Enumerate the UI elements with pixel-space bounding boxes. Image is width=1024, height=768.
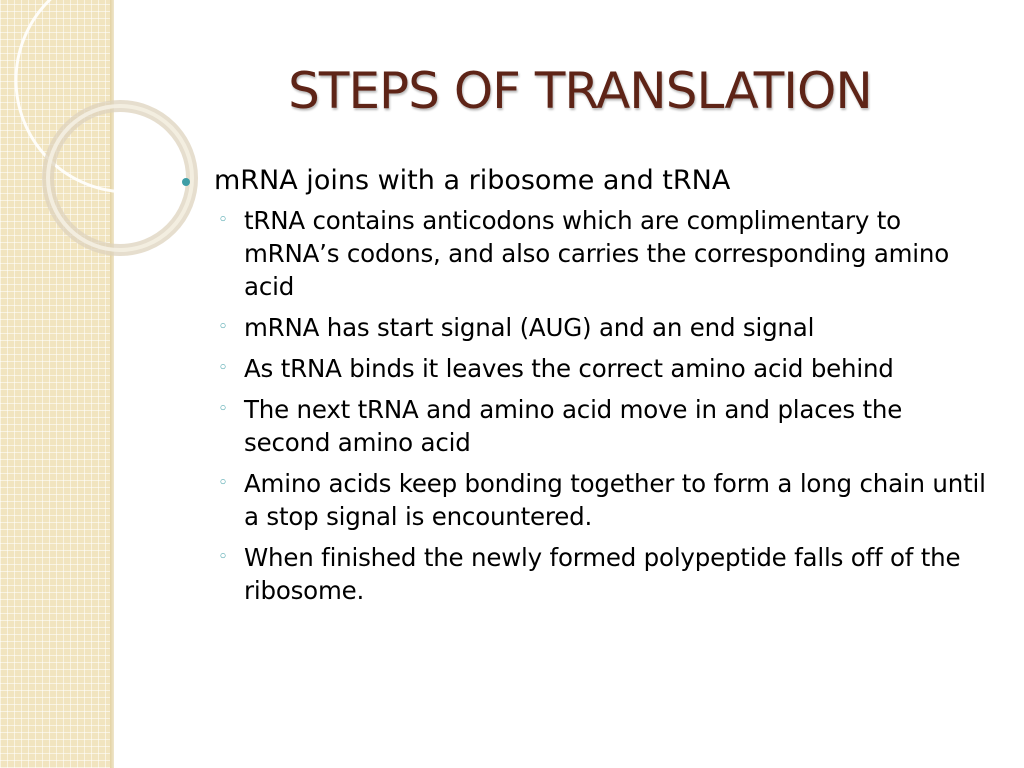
sub-bullet-item xyxy=(180,467,990,533)
sub-bullet-item xyxy=(180,204,990,303)
sub-bullet-text: mRNA has start signal (AUG) and an end signal xyxy=(244,313,815,342)
decorative-rings xyxy=(0,0,200,300)
slide-title: STEPS OF TRANSLATION xyxy=(288,62,872,120)
sub-bullet-circle-icon: ◦ xyxy=(218,399,228,419)
sub-bullet-circle-icon: ◦ xyxy=(218,317,228,337)
sub-bullet-text: tRNA contains anticodons which are complimentary to mRNA’s codons, and also carries the corresponding amino acid xyxy=(244,206,950,301)
slide-content xyxy=(180,164,990,615)
sub-bullet-item xyxy=(180,541,990,607)
sub-bullet-text: As tRNA binds it leaves the correct amino acid behind xyxy=(244,354,894,383)
sub-bullet-text: The next tRNA and amino acid move in and places the second amino acid xyxy=(244,395,903,457)
decorative-ring-highlight xyxy=(48,106,192,250)
sub-bullet-circle-icon: ◦ xyxy=(218,547,228,567)
bullet-item xyxy=(180,164,990,198)
sub-bullet-item xyxy=(180,311,990,344)
sub-bullet-item xyxy=(180,393,990,459)
sub-bullet-circle-icon: ◦ xyxy=(218,473,228,493)
sub-bullet-circle-icon: ◦ xyxy=(218,210,228,230)
sub-bullet-circle-icon: ◦ xyxy=(218,358,228,378)
bullet-dot-icon xyxy=(182,178,190,186)
sub-bullet-text: When finished the newly formed polypeptide falls off of the ribosome. xyxy=(244,543,961,605)
bullet-text: mRNA joins with a ribosome and tRNA xyxy=(214,165,731,196)
sub-bullet-text: Amino acids keep bonding together to form a long chain until a stop signal is encountered. xyxy=(244,469,986,531)
sub-bullet-item xyxy=(180,352,990,385)
